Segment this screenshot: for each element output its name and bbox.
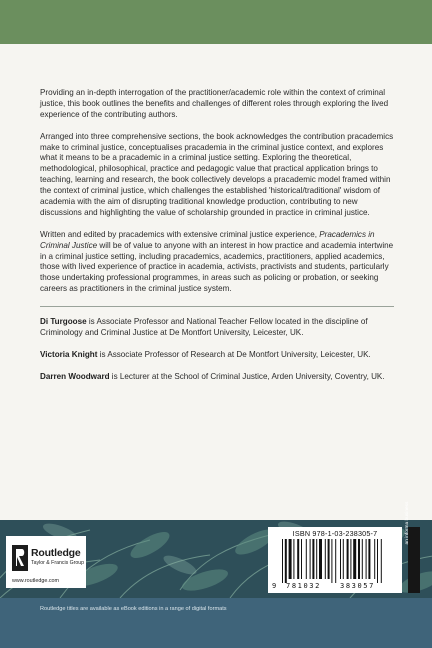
barcode-bar bbox=[368, 539, 370, 579]
description-paragraph-1: Providing an in-depth interrogation of the practitioner/academic role within the context of criminal justice, this book outlines the benefits and challenges of different roles through exploring the lived experience of the contributing authors. bbox=[40, 88, 389, 119]
barcode-digit-group-2: 383057 bbox=[340, 582, 375, 590]
isbn-label: ISBN 978-1-03-238305-7 bbox=[292, 529, 378, 538]
barcode-bar bbox=[343, 539, 344, 579]
barcode-bar bbox=[319, 539, 322, 579]
barcode-bar bbox=[293, 539, 294, 579]
barcode-bar bbox=[347, 539, 349, 579]
barcode-digit-group-1: 781032 bbox=[286, 582, 321, 590]
barcode-bar bbox=[312, 539, 314, 579]
barcode-bar bbox=[306, 539, 307, 579]
barcode-bar bbox=[353, 539, 356, 579]
barcode-bar bbox=[301, 539, 302, 579]
author-name: Di Turgoose bbox=[40, 317, 87, 327]
paragraph-3-intro: Written and edited by pracademics with extensive criminal justice experience, bbox=[40, 229, 320, 239]
barcode bbox=[272, 539, 398, 583]
barcode-bar bbox=[374, 539, 375, 579]
author-description: is Associate Professor of Research at De Montfort University, Leicester, UK. bbox=[97, 349, 371, 359]
barcode-bar bbox=[310, 539, 311, 579]
barcode-bar bbox=[350, 539, 351, 579]
author-description: is Lecturer at the School of Criminal Justice, Arden University, Coventry, UK. bbox=[109, 371, 385, 381]
publisher-name: Routledge bbox=[31, 547, 81, 559]
barcode-bar bbox=[285, 539, 287, 583]
author-bio bbox=[40, 350, 394, 361]
top-color-band bbox=[0, 0, 432, 44]
book-title-italic: Pracademics in Criminal Justice bbox=[40, 229, 375, 250]
barcode-bar bbox=[325, 539, 326, 579]
barcode-bar bbox=[282, 539, 283, 583]
description-paragraph-3 bbox=[40, 230, 394, 295]
barcode-first-digit: 9 bbox=[272, 582, 277, 590]
author-bio bbox=[40, 372, 394, 383]
barcode-bar bbox=[362, 539, 363, 579]
barcode-bar bbox=[316, 539, 317, 579]
author-name: Victoria Knight bbox=[40, 349, 98, 359]
publisher-group: Taylor & Francis Group bbox=[31, 560, 85, 566]
routledge-logo-icon bbox=[12, 545, 28, 571]
barcode-bar bbox=[366, 539, 367, 579]
barcode-bar bbox=[297, 539, 299, 579]
description-paragraph-2: Arranged into three comprehensive sections, the book acknowledges the contribution pracademics make to criminal justice, conceptualises pracademia in the criminal justice context, and explores what it means to be a pracademic in a criminal justice setting. Exploring the theoretical, methodological, philosophical, practice and pedagogic value that practical application brings to teaching, learning and research, the book collectively develops a pracademic model framed within the context of criminal justice, which challenges the established 'historical/traditional' wisdom of academia with the aim of disrupting traditional knowledge production, contributing to new discussions and highlighting the value of scholarship grounded in practice in criminal justice. bbox=[40, 131, 394, 217]
informa-tag-text: an informa business bbox=[405, 501, 410, 545]
footer-note: Routledge titles are available as eBook editions in a range of digital formats bbox=[40, 606, 227, 612]
barcode-bar bbox=[381, 539, 382, 583]
barcode-bar bbox=[289, 539, 292, 579]
barcode-bar bbox=[377, 539, 378, 583]
paragraph-3-body: will be of value to anyone with an interest in how practice and academia intertwine in a criminal justice setting, including pracademics, academics, practitioners, applied academics, those with lived experience of practice in academia, activists, practivists and students, particularly those undertaking professional programmes, in areas such as policing or probation, or seeking careers as practitioners in the criminal justice system. bbox=[40, 240, 394, 294]
barcode-bar bbox=[358, 539, 360, 579]
barcode-bar bbox=[335, 539, 336, 583]
author-name: Darren Woodward bbox=[40, 371, 110, 381]
barcode-bar bbox=[331, 539, 332, 583]
publisher-url: www.routledge.com bbox=[12, 578, 60, 584]
author-bio bbox=[40, 317, 394, 339]
cover-text bbox=[40, 88, 394, 393]
author-description: is Associate Professor and National Teacher Fellow located in the discipline of Criminology and Criminal Justice at De Montfort University, Leicester, UK. bbox=[40, 317, 368, 337]
barcode-bar bbox=[340, 539, 341, 579]
section-divider bbox=[40, 306, 394, 307]
barcode-bar bbox=[328, 539, 330, 579]
